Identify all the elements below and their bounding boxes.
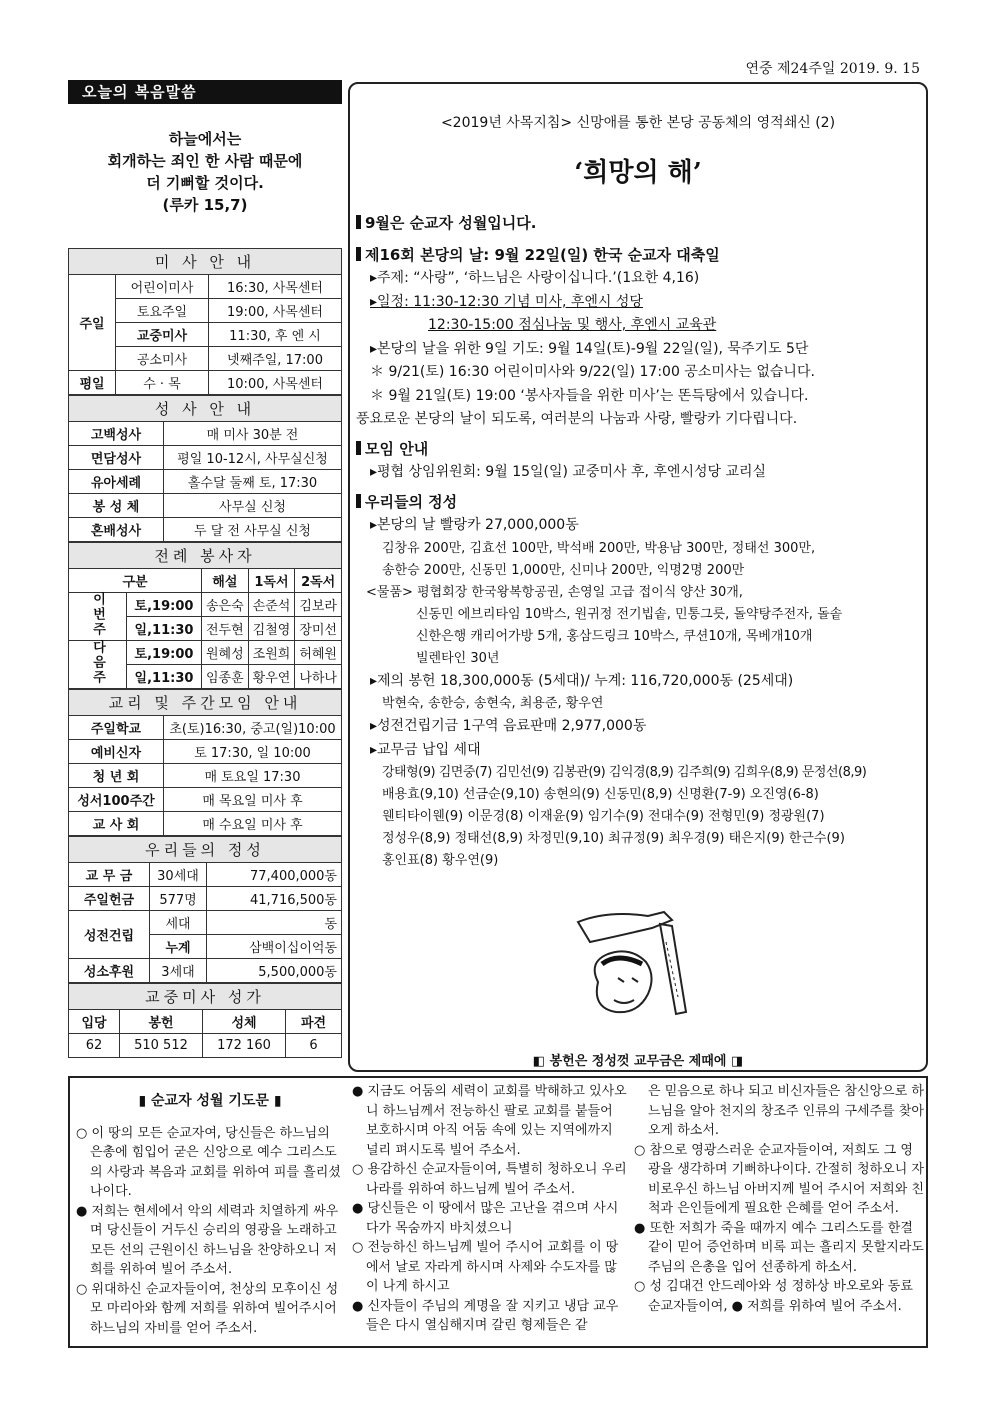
mass-name: 공소미사: [116, 347, 209, 371]
notice-line: ▸교무금 납입 세대: [370, 741, 481, 758]
offering-count: 577명: [150, 887, 207, 911]
offering-name: 주일헌금: [69, 887, 150, 911]
server-name: 황우연: [248, 665, 295, 689]
hymns-title: 교중미사 성가: [69, 984, 342, 1010]
section-heading: 우리들의 정성: [356, 491, 924, 515]
building-fund-label: 성전건립: [69, 911, 150, 959]
gathering-name: 청 년 회: [69, 764, 164, 788]
server-name: 조원희: [248, 641, 295, 665]
gathering-name: 성서100주간: [69, 788, 164, 812]
server-name: 송은숙: [202, 593, 249, 617]
sacrament-info: 홀수달 둘째 토, 17:30: [164, 470, 342, 494]
server-name: 허혜원: [295, 641, 342, 665]
offering-name: 교 무 금: [69, 863, 150, 887]
hymn-header: 성체: [203, 1010, 286, 1034]
server-time: 토,19:00: [127, 593, 202, 617]
servers-header: 2독서: [295, 569, 342, 593]
notice-line: ＊ 9/21(토) 16:30 어린이미사와 9/22(일) 17:00 공소미사는 없습니다.: [370, 364, 815, 380]
server-name: 손준석: [248, 593, 295, 617]
mass-time: 넷째주일, 17:00: [209, 347, 342, 371]
hymns-table: [68, 983, 342, 1058]
gospel-header: 오늘의 복음말씀: [68, 80, 342, 104]
mass-name: 어린이미사: [116, 275, 209, 299]
next-week-label: 다음주: [90, 640, 105, 685]
sacrament-name: 면담성사: [69, 446, 164, 470]
prayer-column: [76, 1082, 344, 1338]
notice-line: ＊ 9월 21일(토) 19:00 ‘봉사자들을 위한 미사’는 똔득탕에서 있습니다.: [370, 387, 809, 404]
gathering-info: 매 수요일 미사 후: [164, 812, 342, 836]
offering-amount: 41,716,500동: [207, 887, 342, 911]
gathering-name: 교 사 회: [69, 812, 164, 836]
sacrament-table: [68, 395, 342, 542]
server-name: 김철영: [248, 617, 295, 641]
issue-date: 연중 제24주일 2019. 9. 15: [745, 61, 920, 77]
building-row-amount: 삼백이십이억동: [207, 935, 342, 959]
notice-line: ▸성전건립기금 1구역 음료판매 2,977,000동: [370, 718, 647, 734]
prayer-paragraph: ● 당신들은 이 땅에서 많은 고난을 겪으며 사시다가 목숨까지 바치셨으니: [352, 1201, 619, 1236]
servers-header: 1독서: [248, 569, 295, 593]
sacrament-info: 두 달 전 사무실 신청: [164, 518, 342, 542]
offering-amount: 5,500,000동: [207, 959, 342, 983]
notice-line: ▸본당의 날 빨랑카 27,000,000동: [370, 517, 579, 533]
server-name: 전두현: [202, 617, 249, 641]
servers-table: [68, 542, 342, 689]
mass-time: 11:30, 후 엔 시: [209, 323, 342, 347]
prayer-paragraph: ○ 참으로 영광스러운 순교자들이여, 저희도 그 영광을 생각하며 기뻐하나이다. 간절히 청하오니 자비로우신 하느님 아버지께 빌어 주시어 저희와 친척과 은인들에게 필요한 은혜를 얻어 주소서.: [634, 1142, 924, 1216]
hymn-header: 파견: [286, 1010, 342, 1034]
sacrament-name: 혼배성사: [69, 518, 164, 542]
mass-title: 미 사 안 내: [69, 249, 342, 275]
sacrament-name: 봉 성 체: [69, 494, 164, 518]
building-row-label: 누계: [150, 935, 207, 959]
offerings-table: [68, 836, 342, 983]
gathering-info: 매 토요일 17:30: [164, 764, 342, 788]
sunday-label: 주일: [69, 275, 116, 371]
gospel-citation: (루카 15,7): [162, 196, 248, 214]
server-time: 일,11:30: [127, 665, 202, 689]
notice-subtitle: <2019년 사목지침> 신망애를 통한 본당 공동체의 영적쇄신 (2): [440, 115, 836, 131]
section-heading: 제16회 본당의 날: 9월 22일(일) 한국 순교자 대축일: [356, 244, 924, 268]
notice-content: [356, 212, 924, 872]
server-name: 원혜성: [202, 641, 249, 665]
notice-line: ▸일정: 11:30-12:30 기념 미사, 후엔시 성당: [370, 293, 643, 310]
prayer-paragraph: ● 또한 저희가 죽을 때까지 예수 그리스도를 한결같이 믿어 증언하며 비록 피는 흘리지 못할지라도 주님의 은총을 입어 선종하게 하소서.: [634, 1220, 924, 1275]
notice-line: 송한승 200만, 신동민 1,000만, 신미나 200만, 익명2명 200만: [382, 562, 745, 578]
notice-line: ▸주제: “사랑”, ‘하느님은 사랑이십니다.’(1요한 4,16): [370, 270, 700, 286]
gospel-line: 더 기뻐할 것이다.: [146, 174, 264, 192]
hymn-header: 봉헌: [120, 1010, 203, 1034]
gatherings-title: 교리 및 주간모임 안내: [69, 690, 342, 716]
server-name: 장미선: [295, 617, 342, 641]
notice-title: ‘희망의 해’: [574, 158, 702, 188]
gathering-info: 토 17:30, 일 10:00: [164, 740, 342, 764]
notice-line: 신동민 에브리타임 10박스, 원귀정 전기빕솥, 민통그릇, 돌약탕주전자, 돌솥: [416, 606, 843, 622]
section-heading: 9월은 순교자 성월입니다.: [356, 212, 924, 236]
prayer-paragraph: ○ 용감하신 순교자들이여, 특별히 청하오니 우리나라를 위하여 하느님께 빌어 주소서.: [352, 1162, 627, 1197]
prayer-paragraph: ○ 이 땅의 모든 순교자여, 당신들은 하느님의 은총에 힘입어 굳은 신앙으로 예수 그리스도의 사랑과 복음과 교회를 위하여 피를 흘리셨나이다.: [76, 1125, 341, 1199]
pouring-water-illustration: [568, 902, 708, 1032]
prayer-paragraph: ○ 전능하신 하느님께 빌어 주시어 교회를 이 땅에서 날로 자라게 하시며 사제와 수도자를 많이 나게 하시고: [352, 1240, 619, 1294]
notice-line: 빌렌타인 30년: [416, 650, 500, 666]
server-time: 토,19:00: [127, 641, 202, 665]
offering-count: 3세대: [150, 959, 207, 983]
hymn-header: 입당: [69, 1010, 120, 1034]
sacrament-info: 매 미사 30분 전: [164, 422, 342, 446]
server-name: 임종훈: [202, 665, 249, 689]
prayer-paragraph: ○ 성 김대건 안드레아와 성 정하상 바오로와 동료 순교자들이여, ● 저희를 위하여 빌어 주소서.: [634, 1279, 913, 1314]
notice-line: <물품> 평협회장 한국왕복항공권, 손영일 고급 접이식 양산 30개,: [366, 584, 743, 600]
hymn-number: 62: [69, 1034, 120, 1058]
offerings-title: 우리들의 정성: [69, 837, 342, 863]
mass-time: 16:30, 사목센터: [209, 275, 342, 299]
gathering-name: 주일학교: [69, 716, 164, 740]
offering-amount: 77,400,000동: [207, 863, 342, 887]
notice-line: 웬티타이웬(9) 이문경(8) 이재윤(9) 임기수(9) 전대수(9) 전형민(9) 정광원(7): [382, 809, 825, 824]
prayer-paragraph: ● 신자들이 주님의 계명을 잘 지키고 냉담 교우들은 다시 열심해지며 갈린 형제들은 같: [352, 1298, 619, 1333]
mass-time: 10:00, 사목센터: [209, 371, 342, 395]
gathering-info: 매 목요일 미사 후: [164, 788, 342, 812]
hymn-number: 510 512: [120, 1034, 203, 1058]
sacrament-info: 평일 10-12시, 사무실신청: [164, 446, 342, 470]
notice-line: 강태형(9) 김면중(7) 김민선(9) 김봉관(9) 김익경(8,9) 김주희(9) 김희우(8,9) 문정선(8,9): [382, 765, 867, 780]
server-time: 일,11:30: [127, 617, 202, 641]
notice-line: 김창유 200만, 김효선 100만, 박석배 200만, 박용남 300만, 정태선 300만,: [382, 540, 816, 556]
gatherings-table: [68, 689, 342, 836]
weekday-label: 평일: [69, 371, 116, 395]
prayer-paragraph: ○ 위대하신 순교자들이여, 천상의 모후이신 성모 마리아와 함께 저희를 위하여 빌어주시어 하느님의 자비를 얻어 주소서.: [76, 1281, 339, 1336]
left-info-column: [68, 248, 342, 1058]
mass-time: 19:00, 사목센터: [209, 299, 342, 323]
offering-count: 30세대: [150, 863, 207, 887]
notice-line: 박현숙, 송한승, 송현숙, 최용준, 황우연: [382, 696, 604, 711]
hymn-number: 6: [286, 1034, 342, 1058]
prayer-paragraph: ● 지금도 어둠의 세력이 교회를 박해하고 있사오니 하느님께서 전능하신 팔로 교회를 붙들어 보호하시며 아직 어둠 속에 있는 지역에까지 널리 펴시도록 빌어 주소서.: [352, 1084, 627, 1158]
gathering-name: 예비신자: [69, 740, 164, 764]
prayer-column: [352, 1082, 628, 1336]
server-name: 나하나: [295, 665, 342, 689]
title-marker-icon: ▮: [138, 1093, 152, 1109]
notice-line: 12:30-15:00 점심나눔 및 행사, 후엔시 교육관: [428, 317, 717, 333]
sacrament-name: 유아세례: [69, 470, 164, 494]
notice-line: ▸평협 상임위원회: 9월 15일(일) 교중미사 후, 후엔시성당 교리실: [370, 464, 767, 480]
building-row-label: 세대: [150, 911, 207, 935]
mass-table: [68, 248, 342, 395]
notice-line: 정성우(8,9) 정태선(8,9) 차정민(9,10) 최규정(9) 최우경(9) 태은지(9) 한근수(9): [382, 831, 845, 846]
mass-name: 교중미사: [116, 323, 209, 347]
notice-line: ▸제의 봉헌 18,300,000동 (5세대)/ 누계: 116,720,000동 (25세대): [370, 672, 794, 689]
sacrament-name: 고백성사: [69, 422, 164, 446]
building-row-amount: 동: [207, 911, 342, 935]
notice-line: 배용효(9,10) 선금순(9,10) 송현의(9) 신동민(8,9) 신명환(7-9) 오진영(6-8): [382, 787, 819, 802]
prayer-paragraph: 은 믿음으로 하나 되고 비신자들은 참신앙으로 하느님을 알아 천지의 창조주 인류의 구세주를 찾아오게 하소서.: [648, 1084, 924, 1138]
title-marker-icon: ▮: [268, 1093, 282, 1109]
sacrament-info: 사무실 신청: [164, 494, 342, 518]
notice-line: 풍요로운 본당의 날이 되도록, 여러분의 나눔과 사랑, 빨랑카 기다립니다.: [356, 411, 798, 427]
this-week-label: 이번주: [90, 592, 105, 637]
prayer-column: [634, 1082, 924, 1316]
gathering-info: 초(토)16:30, 중고(일)10:00: [164, 716, 342, 740]
server-name: 김보라: [295, 593, 342, 617]
notice-footer: ◧ 봉헌은 정성껏 교무금은 제때에 ◨: [532, 1054, 744, 1069]
mass-name: 수 · 목: [116, 371, 209, 395]
prayer-title: ▮ 순교자 성월 기도문 ▮: [138, 1093, 282, 1109]
section-heading: 모임 안내: [356, 438, 924, 462]
gospel-quote: [68, 128, 342, 216]
sacrament-title: 성 사 안 내: [69, 396, 342, 422]
notice-line: 신한은행 캐리어가방 5개, 홍삼드링크 10박스, 쿠션10개, 목베개10개: [416, 628, 813, 644]
notice-line: ▸본당의 날을 위한 9일 기도: 9월 14일(토)-9월 22일(일), 묵주기도 5단: [370, 340, 809, 357]
offering-name: 성소후원: [69, 959, 150, 983]
hymn-number: 172 160: [203, 1034, 286, 1058]
gospel-line: 회개하는 죄인 한 사람 때문에: [107, 152, 303, 170]
prayer-paragraph: ● 저희는 현세에서 악의 세력과 치열하게 싸우며 당신들이 거두신 승리의 영광을 노래하고 모든 선의 근원이신 하느님을 찬양하오니 저희를 위하여 빌어 주소서.: [76, 1203, 339, 1277]
servers-header: 구분: [69, 569, 202, 593]
servers-header: 해설: [202, 569, 249, 593]
notice-line: 홍인표(8) 황우연(9): [382, 853, 499, 868]
mass-name: 토요주일: [116, 299, 209, 323]
gospel-line: 하늘에서는: [168, 130, 242, 148]
servers-title: 전례 봉사자: [69, 543, 342, 569]
